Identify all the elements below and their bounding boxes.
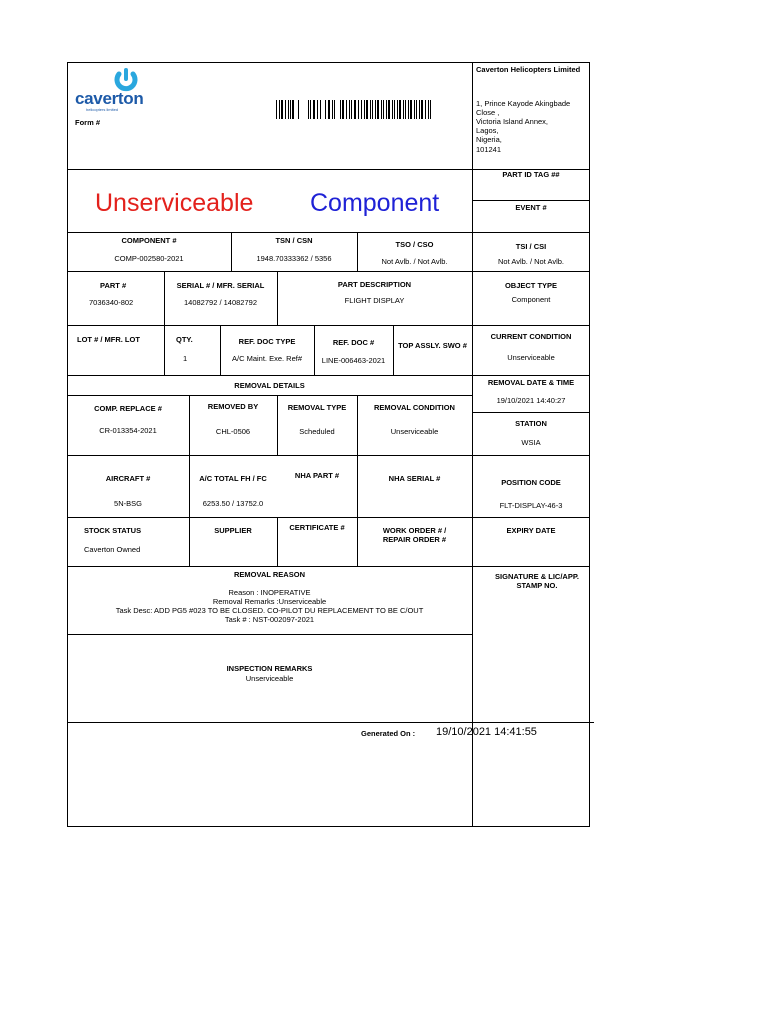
component-value: COMP-002580-2021 <box>114 254 184 263</box>
removal-reason-line-4: Task # : NST-002097-2021 <box>224 615 315 624</box>
certificate-label: CERTIFICATE # <box>289 523 345 532</box>
work-order-label-1: WORK ORDER # / <box>382 526 447 535</box>
lot-label: LOT # / MFR. LOT <box>77 335 140 344</box>
tsn-label: TSN / CSN <box>275 236 313 245</box>
title-unserviceable: Unserviceable <box>95 189 254 217</box>
removed-by-label: REMOVED BY <box>207 402 259 411</box>
supplier-label: SUPPLIER <box>214 526 252 535</box>
position-code-label: POSITION CODE <box>501 478 561 487</box>
aircraft-label: AIRCRAFT # <box>105 474 151 483</box>
address-line-2: Close , <box>476 108 500 117</box>
tso-label: TSO / CSO <box>395 240 434 249</box>
position-code-value: FLT-DISPLAY-46-3 <box>499 501 563 510</box>
serial-label: SERIAL # / MFR. SERIAL <box>176 281 265 290</box>
stock-status-value: Caverton Owned <box>84 545 141 554</box>
address-line-1: 1, Prince Kayode Akingbade <box>476 99 571 108</box>
tso-value: Not Avlb. / Not Avlb. <box>381 257 448 266</box>
ref-doc-type-label: REF. DOC TYPE <box>238 337 296 346</box>
title-component: Component <box>310 189 440 217</box>
tsi-value: Not Avlb. / Not Avlb. <box>497 257 564 266</box>
nha-part-label: NHA PART # <box>294 471 340 480</box>
tsi-label: TSI / CSI <box>515 242 547 251</box>
removal-reason-heading: REMOVAL REASON <box>234 570 305 579</box>
form-label: Form # <box>75 118 101 127</box>
removal-reason-line-2: Removal Remarks :Unserviceable <box>212 597 327 606</box>
station-value: WSIA <box>521 438 541 447</box>
part-label: PART # <box>100 281 127 290</box>
removal-date-label: REMOVAL DATE & TIME <box>487 378 575 387</box>
company-name: Caverton Helicopters Limited <box>476 65 581 74</box>
stock-status-label: STOCK STATUS <box>84 526 142 535</box>
removal-reason-line-3: Task Desc: ADD PG5 #023 TO BE CLOSED. CO-PILOT DU REPLACEMENT TO BE C/OUT <box>115 606 424 615</box>
generated-on-label: Generated On : <box>361 729 416 738</box>
ac-total-label: A/C TOTAL FH / FC <box>199 474 267 483</box>
event-label: EVENT # <box>515 203 547 212</box>
qty-value: 1 <box>183 354 188 363</box>
removed-by-value: CHL-0506 <box>215 427 251 436</box>
expiry-date-label: EXPIRY DATE <box>506 526 556 535</box>
address-line-6: 101241 <box>476 145 502 154</box>
work-order-label-2: REPAIR ORDER # <box>382 535 447 544</box>
comp-replace-value: CR-013354-2021 <box>99 426 157 435</box>
address-line-5: Nigeria, <box>476 135 502 144</box>
address-line-4: Lagos, <box>476 126 499 135</box>
top-assly-label: TOP ASSLY. SWO # <box>398 341 467 350</box>
component-label: COMPONENT # <box>121 236 177 245</box>
removal-type-label: REMOVAL TYPE <box>287 403 347 412</box>
inspection-remarks-value: Unserviceable <box>245 674 294 683</box>
comp-replace-label: COMP. REPLACE # <box>94 404 162 413</box>
logo-tagline: helicopters limited <box>86 107 119 112</box>
removal-condition-label: REMOVAL CONDITION <box>374 403 455 412</box>
qty-label: QTY. <box>176 335 193 344</box>
removal-type-value: Scheduled <box>299 427 335 436</box>
generated-on-value: 19/10/2021 14:41:55 <box>436 726 537 738</box>
ref-doc-value: LINE-006463-2021 <box>321 356 386 365</box>
logo-text: caverton <box>75 89 144 108</box>
station-label: STATION <box>515 419 547 428</box>
tsn-value: 1948.70333362 / 5356 <box>256 254 332 263</box>
signature-label-1: SIGNATURE & LIC/APP. <box>495 572 579 581</box>
removal-date-value: 19/10/2021 14:40:27 <box>496 396 566 405</box>
part-description-value: FLIGHT DISPLAY <box>344 296 405 305</box>
object-type-label: OBJECT TYPE <box>504 281 558 290</box>
part-value: 7036340-802 <box>89 298 134 307</box>
removal-details-heading: REMOVAL DETAILS <box>234 381 305 390</box>
signature-label-2: STAMP NO. <box>516 581 558 590</box>
address-line-3: Victoria Island Annex, <box>476 117 548 126</box>
part-description-label: PART DESCRIPTION <box>337 280 412 289</box>
ref-doc-label: REF. DOC # <box>332 338 375 347</box>
inspection-remarks-heading: INSPECTION REMARKS <box>226 664 313 673</box>
current-condition-value: Unserviceable <box>507 353 555 362</box>
ref-doc-type-value: A/C Maint. Exe. Ref# <box>231 354 303 363</box>
object-type-value: Component <box>511 295 551 304</box>
removal-condition-value: Unserviceable <box>390 427 439 436</box>
removal-reason-line-1: Reason : INOPERATIVE <box>228 588 311 597</box>
barcode-image <box>276 100 431 119</box>
serial-value: 14082792 / 14082792 <box>184 298 257 307</box>
part-id-tag-label: PART ID TAG ## <box>502 170 560 179</box>
ac-total-value: 6253.50 / 13752.0 <box>202 499 264 508</box>
aircraft-value: 5N-BSG <box>114 499 142 508</box>
current-condition-label: CURRENT CONDITION <box>490 332 572 341</box>
nha-serial-label: NHA SERIAL # <box>388 474 441 483</box>
